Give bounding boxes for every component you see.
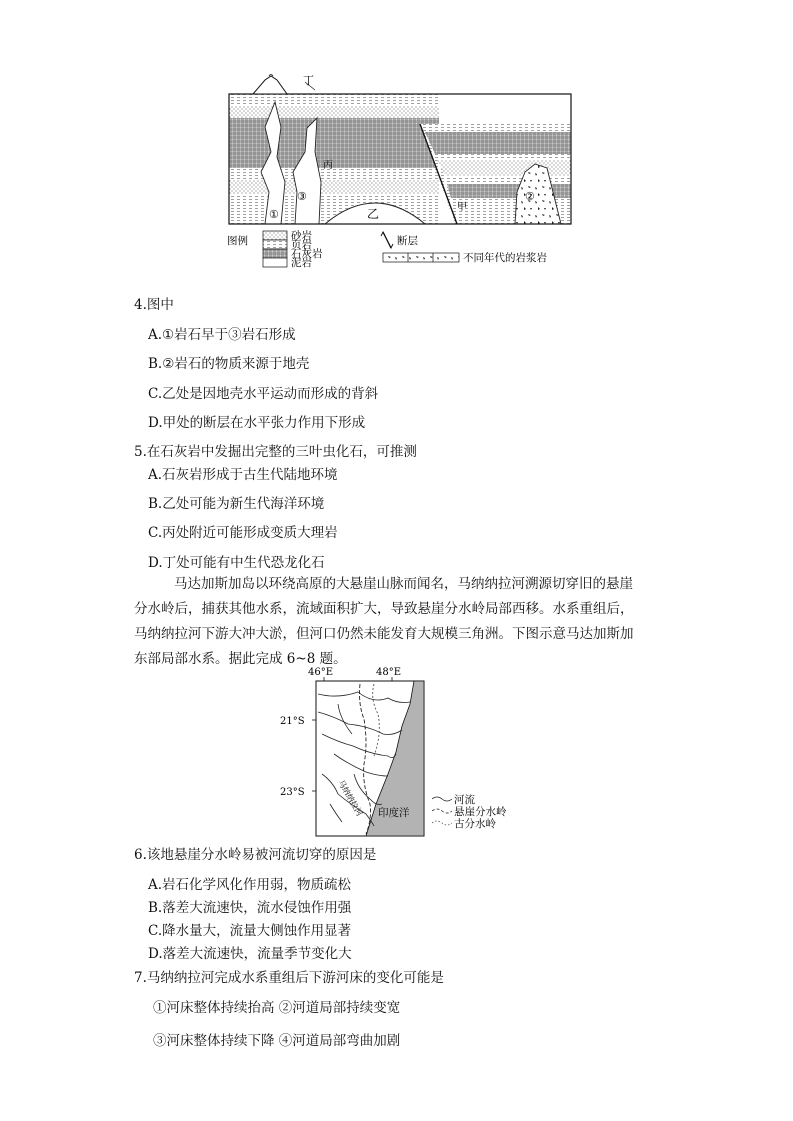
q6-stem: 6.该地悬崖分水岭易被河流切穿的原因是 bbox=[134, 847, 377, 863]
passage bbox=[134, 572, 654, 672]
label-yi: 乙 bbox=[367, 207, 380, 221]
map-legend-river: 河流 bbox=[454, 794, 475, 806]
q4-option-d[interactable]: D.甲处的断层在水平张力作用下形成 bbox=[148, 415, 366, 431]
lon-label-48: 48°E bbox=[376, 667, 402, 678]
legend-limestone: 石灰岩 bbox=[291, 248, 323, 260]
lon-label-46: 46°E bbox=[308, 667, 334, 678]
lat-label-23: 23°S bbox=[280, 787, 305, 798]
map-legend-paleo-divide: 古分水岭 bbox=[454, 818, 496, 830]
river-name-label: 马纳纳拉河 bbox=[336, 778, 365, 818]
legend-fault: 断层 bbox=[397, 235, 418, 247]
lat-label-21: 21°S bbox=[280, 716, 305, 727]
q6-option-c[interactable]: C.降水量大，流量大侧蚀作用显著 bbox=[148, 923, 352, 939]
legend-magma: 不同年代的岩浆岩 bbox=[463, 252, 547, 264]
q4-option-b[interactable]: B.②岩石的物质来源于地壳 bbox=[148, 356, 310, 372]
q5-option-d[interactable]: D.丁处可能有中生代恐龙化石 bbox=[148, 555, 325, 571]
passage-line-3: 马纳纳拉河下游大冲大淤，但河口仍然未能发育大规模三角洲。下图示意马达加斯加 bbox=[134, 626, 634, 642]
q4-option-c[interactable]: C.乙处是因地壳水平运动而形成的背斜 bbox=[148, 386, 379, 402]
geology-cross-section bbox=[225, 72, 573, 277]
q6-option-d[interactable]: D.落差大流速快，流量季节变化大 bbox=[148, 946, 352, 962]
madagascar-drainage-map bbox=[278, 664, 518, 839]
label-circle3: ③ bbox=[297, 190, 307, 203]
q6-option-b[interactable]: B.落差大流速快，流水侵蚀作用强 bbox=[148, 900, 352, 916]
legend-mudstone: 泥岩 bbox=[291, 257, 312, 269]
q5-option-b[interactable]: B.乙处可能为新生代海洋环境 bbox=[148, 496, 325, 512]
label-jia: 甲 bbox=[457, 202, 467, 213]
passage-line-4: 东部局部水系。据此完成 6~8 题。 bbox=[134, 651, 347, 667]
q5-option-c[interactable]: C.丙处附近可能形成变质大理岩 bbox=[148, 525, 338, 541]
q7-choices-3-4: ③河床整体持续下降 ④河道局部弯曲加剧 bbox=[153, 1033, 401, 1049]
label-circle1: ① bbox=[269, 208, 279, 221]
ocean-label: 印度洋 bbox=[378, 807, 410, 819]
q7-choices-1-2: ①河床整体持续抬高 ②河道局部持续变宽 bbox=[153, 1000, 401, 1016]
q4-option-a[interactable]: A.①岩石早于③岩石形成 bbox=[148, 327, 296, 343]
label-circle2: ② bbox=[525, 190, 535, 203]
q7-stem: 7.马纳纳拉河完成水系重组后下游河床的变化可能是 bbox=[134, 970, 444, 986]
passage-line-1: 马达加斯加岛以环绕高原的大悬崖山脉而闻名，马纳纳拉河溯源切穿旧的悬崖 bbox=[174, 576, 633, 592]
q4-stem: 4.图中 bbox=[134, 297, 174, 313]
q6-option-a[interactable]: A.岩石化学风化作用弱，物质疏松 bbox=[148, 877, 352, 893]
legend-title: 图例 bbox=[227, 235, 248, 247]
q5-stem: 5.在石灰岩中发掘出完整的三叶虫化石，可推测 bbox=[134, 444, 417, 460]
legend-shale: 页岩 bbox=[291, 239, 312, 251]
map-legend-escarpment-divide: 悬崖分水岭 bbox=[454, 806, 507, 818]
label-ding: 丁 bbox=[303, 74, 314, 87]
passage-line-2: 分水岭后，捕获其他水系，流域面积扩大，导致悬崖分水岭局部西移。水系重组后， bbox=[134, 601, 634, 617]
label-bing: 丙 bbox=[323, 160, 333, 171]
legend-sandstone: 砂岩 bbox=[291, 230, 312, 242]
q5-option-a[interactable]: A.石灰岩形成于古生代陆地环境 bbox=[148, 467, 338, 483]
